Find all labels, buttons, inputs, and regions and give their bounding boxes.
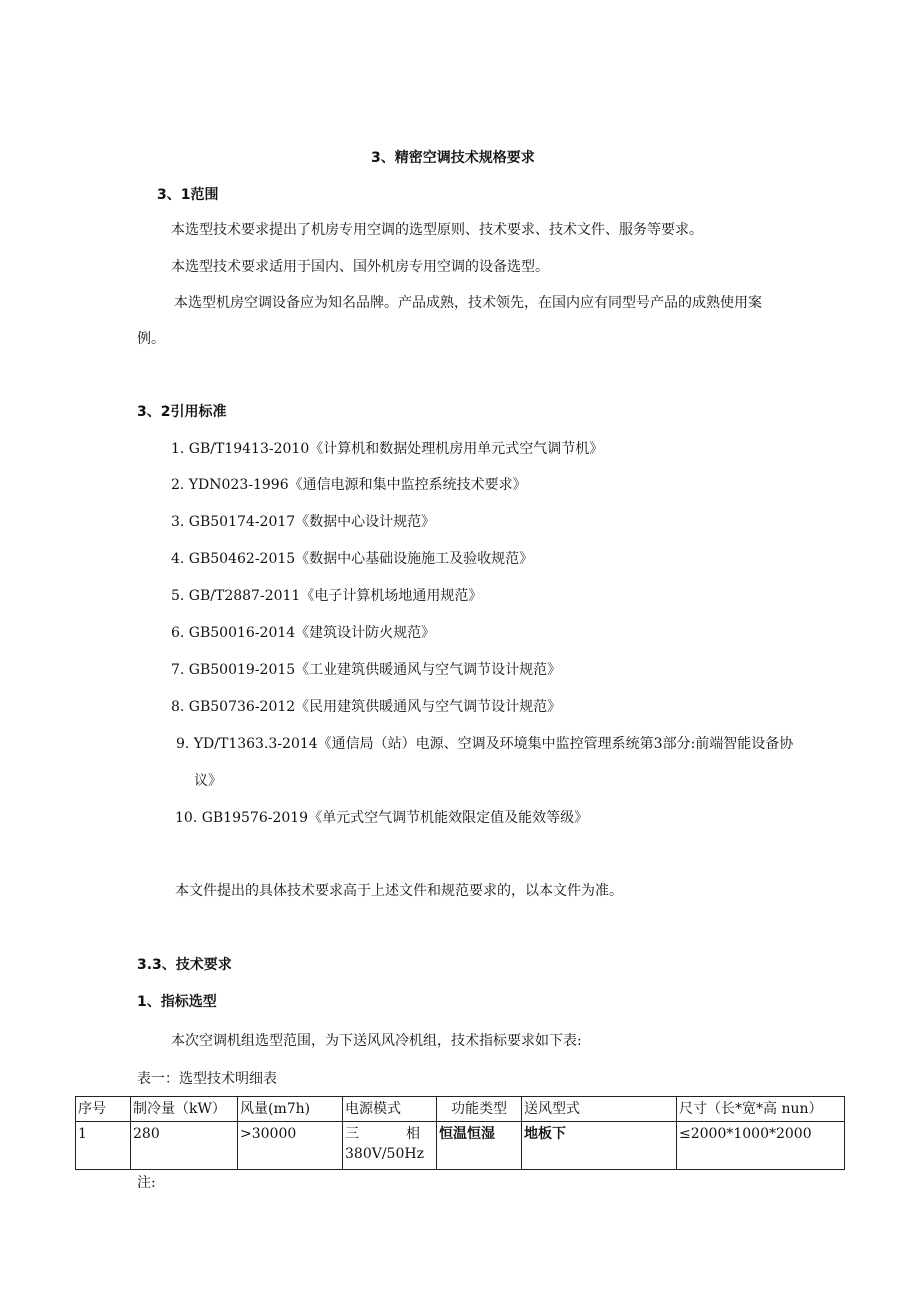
reference-item: 5. GB/T2887-2011《电子计算机场地通用规范》 [171, 588, 483, 604]
table-cell-airflow: >30000 [238, 1122, 343, 1170]
reference-item: 10. GB19576-2019《单元式空气调节机能效限定值及能效等级》 [175, 810, 589, 826]
table-cell-power [343, 1122, 437, 1170]
spec-table [75, 1096, 845, 1170]
reference-item: 9. YD/T1363.3-2014《通信局（站）电源、空调及环境集中监控管理系统第3部分:前端智能设备协 [176, 736, 794, 752]
table-row [76, 1122, 845, 1170]
paragraph: 本次空调机组选型范围，为下送风风冷机组，技术指标要求如下表: [171, 1033, 582, 1049]
table-cell-size: ≤2000*1000*2000 [677, 1122, 845, 1170]
table-cell-no: 1 [76, 1122, 131, 1170]
table-header-cell: 序号 [76, 1097, 131, 1122]
reference-item: 6. GB50016-2014《建筑设计防火规范》 [171, 625, 436, 641]
power-line-1 [345, 1124, 434, 1144]
reference-item: 3. GB50174-2017《数据中心设计规范》 [171, 514, 436, 530]
table-header-cell: 风量(m7h) [238, 1097, 343, 1122]
paragraph: 本选型机房空调设备应为知名品牌。产品成熟，技术领先，在国内应有同型号产品的成熟使用案 [174, 295, 762, 311]
reference-item: 2. YDN023-1996《通信电源和集中监控系统技术要求》 [171, 477, 527, 493]
power-part: 三 [345, 1126, 359, 1142]
reference-item: 8. GB50736-2012《民用建筑供暖通风与空气调节设计规范》 [171, 699, 562, 715]
note-label: 注: [137, 1175, 156, 1191]
table-header-cell: 制冷量（kW） [131, 1097, 238, 1122]
sub-heading: 1、指标选型 [137, 994, 217, 1010]
reference-item: 4. GB50462-2015《数据中心基础设施施工及验收规范》 [171, 551, 534, 567]
document-title: 3、精密空调技术规格要求 [371, 150, 535, 166]
table-cell-cooling: 280 [131, 1122, 238, 1170]
table-header-cell: 送风型式 [522, 1097, 677, 1122]
power-line-2: 380V/50Hz [345, 1146, 424, 1162]
table-header-cell: 电源模式 [343, 1097, 437, 1122]
table-header-cell: 尺寸（长*宽*高 nun） [677, 1097, 845, 1122]
paragraph: 例。 [137, 331, 165, 347]
reference-item: 7. GB50019-2015《工业建筑供暖通风与空气调节设计规范》 [171, 662, 562, 678]
table-caption: 表一：选型技术明细表 [137, 1071, 277, 1087]
section-3-1-heading: 3、1范围 [157, 187, 219, 203]
paragraph: 本选型技术要求适用于国内、国外机房专用空调的设备选型。 [171, 259, 549, 275]
table-header-row [76, 1097, 845, 1122]
paragraph: 本选型技术要求提出了机房专用空调的选型原则、技术要求、技术文件、服务等要求。 [171, 222, 703, 238]
table-header-cell: 功能类型 [437, 1097, 522, 1122]
section-3-3-heading: 3.3、技术要求 [137, 957, 232, 973]
section-3-2-heading: 3、2引用标准 [137, 404, 227, 420]
reference-item: 议》 [194, 773, 222, 789]
table-cell-function: 恒温恒湿 [437, 1122, 522, 1170]
reference-item: 1. GB/T19413-2010《计算机和数据处理机房用单元式空气调节机》 [171, 441, 604, 457]
paragraph: 本文件提出的具体技术要求高于上述文件和规范要求的，以本文件为准。 [175, 883, 623, 899]
power-part: 相 [406, 1126, 420, 1142]
table-cell-supply: 地板下 [522, 1122, 677, 1170]
